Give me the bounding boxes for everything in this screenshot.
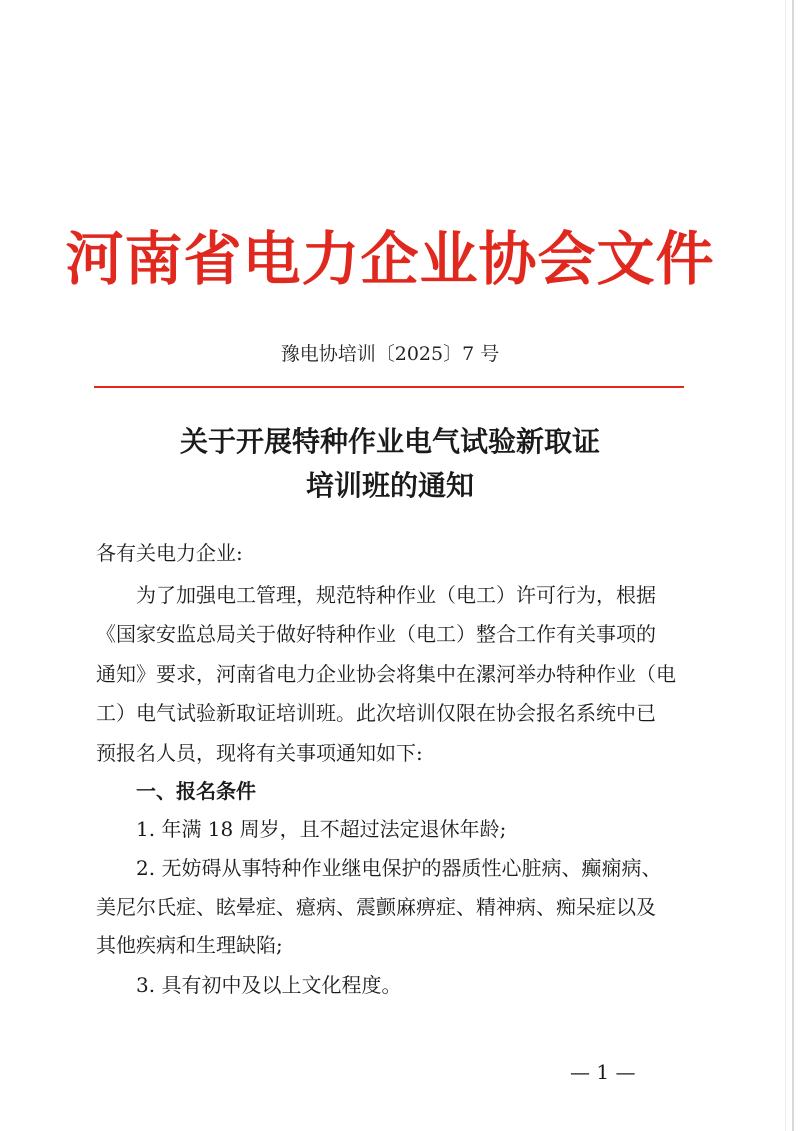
notice-title-line-1: 关于开展特种作业电气试验新取证 bbox=[179, 425, 600, 458]
requirement-item-2-cont-1: 美尼尔氏症、眩晕症、癔病、震颤麻痹症、精神病、痴呆症以及 bbox=[96, 895, 656, 919]
requirement-item-3: 3. 具有初中及以上文化程度。 bbox=[136, 973, 402, 997]
document-number: 豫电协培训〔2025〕7 号 bbox=[280, 343, 500, 365]
section-heading-requirements: 一、报名条件 bbox=[136, 779, 256, 803]
page-number: — 1 — bbox=[570, 1060, 636, 1084]
requirement-item-2: 2. 无妨碍从事特种作业继电保护的器质性心脏病、癫痫病、 bbox=[136, 856, 662, 880]
scan-edge-line bbox=[792, 0, 794, 1131]
notice-title-line-2: 培训班的通知 bbox=[305, 469, 474, 502]
requirement-item-2-cont-2: 其他疾病和生理缺陷; bbox=[96, 933, 283, 957]
scan-edge-line-secondary bbox=[785, 0, 786, 1131]
org-header-title: 河南省电力企业协会文件 bbox=[65, 225, 715, 293]
salutation: 各有关电力企业: bbox=[96, 541, 243, 565]
intro-line-5: 预报名人员，现将有关事项通知如下: bbox=[96, 741, 423, 765]
intro-line-3: 通知》要求，河南省电力企业协会将集中在漯河举办特种作业（电 bbox=[96, 662, 676, 686]
requirement-item-1: 1. 年满 18 周岁，且不超过法定退休年龄; bbox=[136, 817, 507, 841]
intro-line-4: 工）电气试验新取证培训班。此次培训仅限在协会报名系统中已 bbox=[96, 701, 656, 725]
intro-line-2: 《国家安监总局关于做好特种作业（电工）整合工作有关事项的 bbox=[96, 622, 656, 646]
intro-line-1: 为了加强电工管理，规范特种作业（电工）许可行为，根据 bbox=[136, 583, 656, 607]
notice-body bbox=[96, 0, 696, 1000]
